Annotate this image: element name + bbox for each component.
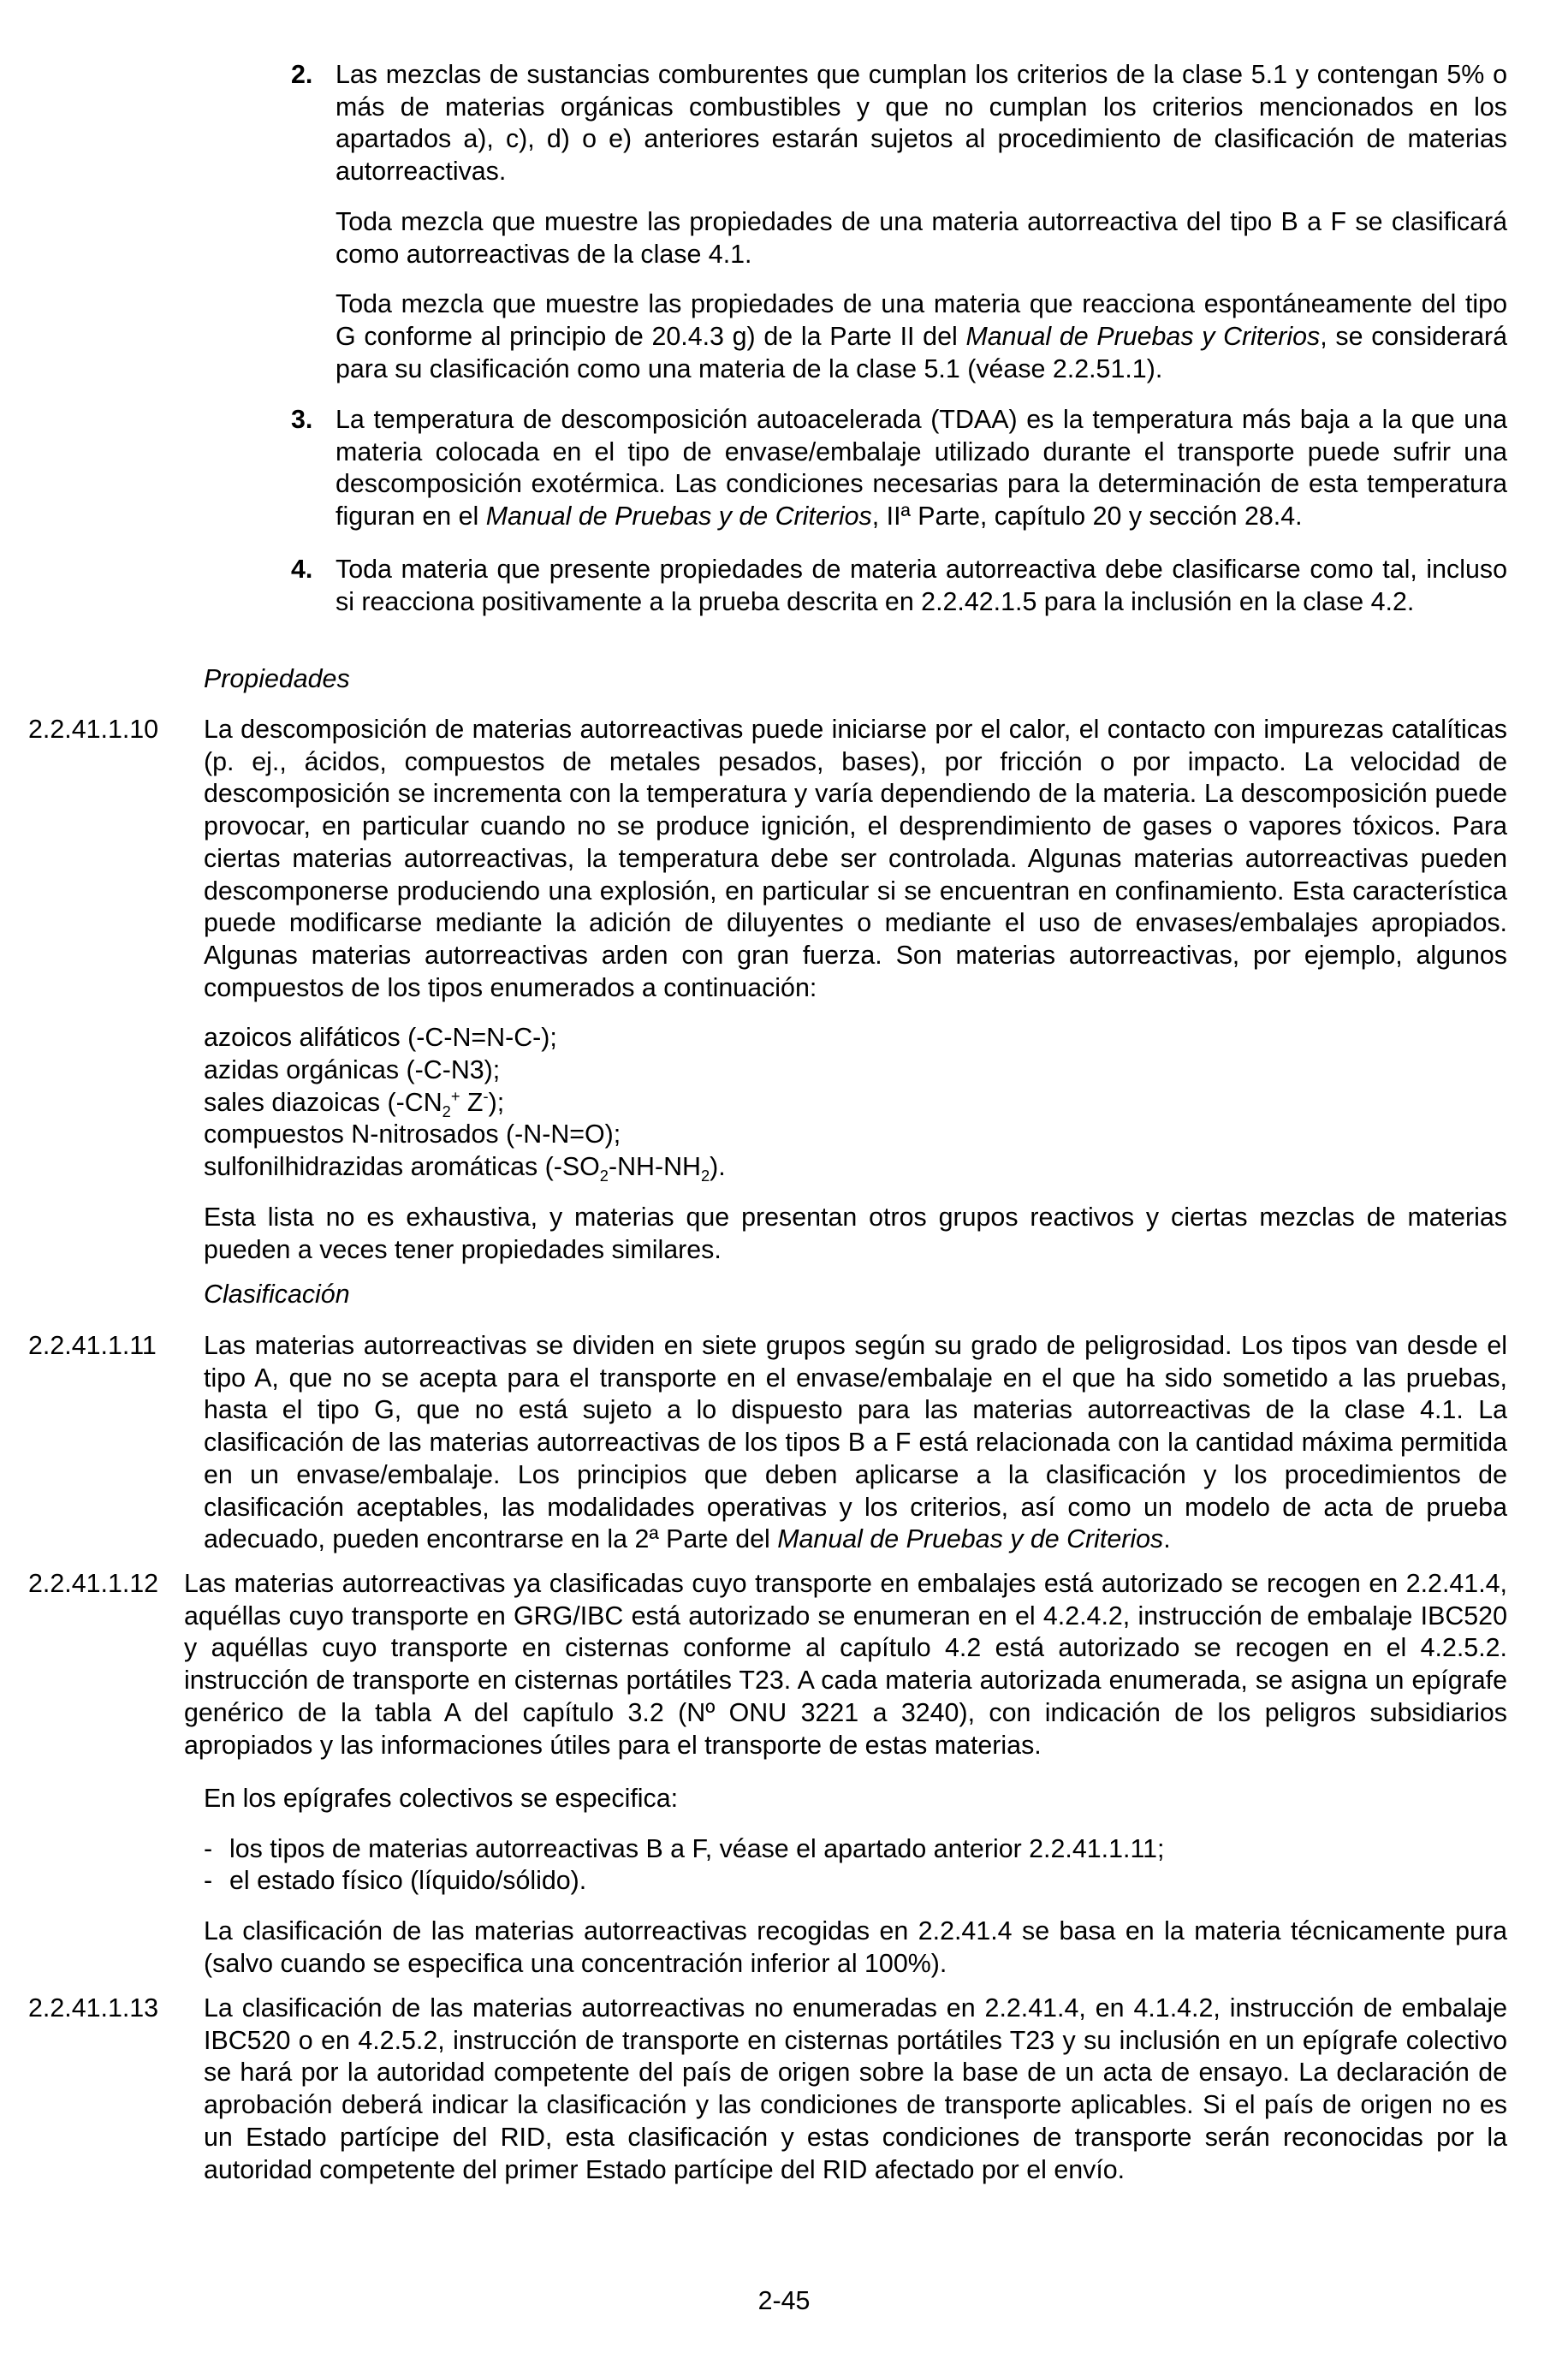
item-2-paragraph-2: Toda mezcla que muestre las propiedades de una materia autorreactiva del tipo B a F se clasificará como autorreactivas de la clase 4.1.: [336, 206, 1507, 269]
item-3-body: [336, 404, 1507, 533]
section-10-paragraph-2: Esta lista no es exhaustiva, y materias que presentan otros grupos reactivos y ciertas mezclas de materias pueden a veces tener propiedades similares.: [204, 1202, 1507, 1264]
item-number-4: 4.: [291, 555, 313, 584]
list-item: azoicos alifáticos (-C-N=N-C-);: [204, 1023, 557, 1053]
list-item: - los tipos de materias autorreactivas B a F, véase el apartado anterior 2.2.41.1.11;: [204, 1833, 1165, 1863]
item-2-body: [336, 59, 1507, 385]
section-2-2-41-1-12-continued: [204, 1783, 1507, 1981]
list-item: sulfonilhidrazidas aromáticas $(-SO_2-NH-NH_2)$.: [204, 1152, 726, 1185]
compound-list: [204, 1022, 1507, 1184]
list-item: compuestos N-nitrosados (-N-N=O);: [204, 1120, 621, 1149]
heading-propiedades: Propiedades: [204, 664, 350, 693]
section-2-2-41-1-11-body: [204, 1330, 1507, 1556]
list-item: - el estado físico (líquido/sólido).: [204, 1866, 587, 1896]
item-2-paragraph-3: Toda mezcla que muestre las propiedades de una materia que reacciona espontáneamente del tipo G conforme al principio de 20.4.3 g) de la Parte II del Manual de Pruebas y Criterios, se considerará para su clasificación como una materia de la clase 5.1 (véase 2.2.51.1).: [336, 289, 1507, 383]
section-10-paragraph-1: La descomposición de materias autorreactivas puede iniciarse por el calor, el contacto con impurezas catalíticas (p. ej., ácidos, compuestos de metales pesados, bases), por fricción o por impacto. La velocidad de descomposición se incrementa con la temperatura y varía dependiendo de la materia. La descomposición puede provocar, en particular cuando no se produce ignición, el desprendimiento de gases o vapores tóxicos. Para ciertas materias autorreactivas, la temperatura debe ser controlada. Algunas materias autorreactivas pueden descomponerse produciendo una explosión, en particular si se encuentran en confinamiento. Esta característica puede modificarse mediante la adición de diluyentes o mediante el uso de envases/embalajes apropiados. Algunas materias autorreactivas arden con gran fuerza. Son materias autorreactivas, por ejemplo, algunos compuestos de los tipos enumerados a continuación:: [204, 715, 1507, 1002]
section-12-paragraph-1: Las materias autorreactivas ya clasificadas cuyo transporte en embalajes está autorizado se recogen en 2.2.41.4, aquéllas cuyo transporte en GRG/IBC está autorizado se enumeran en el 4.2.4.2, instrucción de embalaje IBC520 y aquéllas cuyo transporte en cisternas conforme al capítulo 4.2 está autorizado se recogen en el 4.2.5.2. instrucción de transporte en cisternas portátiles T23. A cada materia autorizada enumerada, se asigna un epígrafe genérico de la tabla A del capítulo 3.2 (Nº ONU 3221 a 3240), con indicación de los peligros subsidiarios apropiados y las informaciones útiles para el transporte de estas materias.: [184, 1569, 1507, 1760]
section-number-2-2-41-1-12: 2.2.41.1.12: [28, 1569, 159, 1598]
section-number-2-2-41-1-11: 2.2.41.1.11: [28, 1331, 157, 1360]
item-3-paragraph: La temperatura de descomposición autoacelerada (TDAA) es la temperatura más baja a la que una materia colocada en el tipo de envase/embalaje utilizado durante el transporte puede sufrir una descomposición exotérmica. Las condiciones necesarias para la determinación de esta temperatura figuran en el Manual de Pruebas y de Criterios, IIª Parte, capítulo 20 y sección 28.4.: [336, 405, 1507, 532]
section-13-paragraph: La clasificación de las materias autorreactivas no enumeradas en 2.2.41.4, en 4.1.4.2, instrucción de embalaje IBC520 o en 4.2.5.2, instrucción de transporte en cisternas portátiles T23 y su inclusión en un epígrafe colectivo se hará por la autoridad competente del país de origen sobre la base de un acta de ensayo. La declaración de aprobación deberá indicar la clasificación y las condiciones de transporte aplicables. Si el país de origen no es un Estado partícipe del RID, esta clasificación y estas condiciones de transporte serán reconocidas por la autoridad competente del primer Estado partícipe del RID afectado por el envío.: [204, 1993, 1507, 2184]
section-2-2-41-1-12-body: [184, 1568, 1507, 1761]
manual-reference: Manual de Pruebas y Criterios: [965, 321, 1321, 351]
section-number-2-2-41-1-13: 2.2.41.1.13: [28, 1993, 159, 2023]
item-4-paragraph: Toda materia que presente propiedades de materia autorreactiva debe clasificarse como tal, incluso si reacciona positivamente a la prueba descrita en 2.2.42.1.5 para la inclusión en la clase 4.2.: [336, 555, 1507, 616]
section-11-paragraph: Las materias autorreactivas se dividen en siete grupos según su grado de peligrosidad. Los tipos van desde el tipo A, que no se acepta para el transporte en el envase/embalaje en el que ha sido sometido a las pruebas, hasta el tipo G, que no está sujeto a lo dispuesto para las materias autorreactivas de la clase 4.1. La clasificación de las materias autorreactivas de los tipos B a F está relacionada con la cantidad máxima permitida en un envase/embalaje. Los principios que deben aplicarse a la clasificación y los procedimientos de clasificación aceptables, las modalidades operativas y los criterios, así como un modelo de acta de prueba adecuado, pueden encontrarse en la 2ª Parte del Manual de Pruebas y de Criterios.: [204, 1331, 1507, 1554]
section-2-2-41-1-13-body: [204, 1993, 1507, 2186]
list-item: azidas orgánicas (-C-N3);: [204, 1055, 501, 1085]
section-2-2-41-1-10-body: [204, 714, 1507, 1266]
item-4-body: [336, 554, 1507, 618]
item-number-2: 2.: [291, 60, 313, 89]
heading-clasificacion: Clasificación: [204, 1280, 350, 1309]
manual-reference: Manual de Pruebas y de Criterios: [485, 502, 872, 532]
collective-entries-list: [204, 1833, 1507, 1898]
section-12-paragraph-3: La clasificación de las materias autorreactivas recogidas en 2.2.41.4 se basa en la materia técnicamente pura (salvo cuando se especifica una concentración inferior al 100%).: [204, 1916, 1507, 1978]
list-item: sales diazoicas ($-CN_2^+$ Z-);: [204, 1086, 505, 1120]
section-12-paragraph-2: En los epígrafes colectivos se especifica:: [204, 1784, 679, 1813]
section-number-2-2-41-1-10: 2.2.41.1.10: [28, 715, 159, 744]
manual-reference: Manual de Pruebas y de Criterios: [777, 1524, 1164, 1554]
page-number: 2-45: [757, 2286, 811, 2315]
item-2-paragraph-1: Las mezclas de sustancias comburentes que cumplan los criterios de la clase 5.1 y contengan 5% o más de materias orgánicas combustibles y que no cumplan los criterios mencionados en los apartados a), c), d) o e) anteriores estarán sujetos al procedimiento de clasificación de materias autorreactivas.: [336, 60, 1507, 187]
item-number-3: 3.: [291, 405, 313, 434]
